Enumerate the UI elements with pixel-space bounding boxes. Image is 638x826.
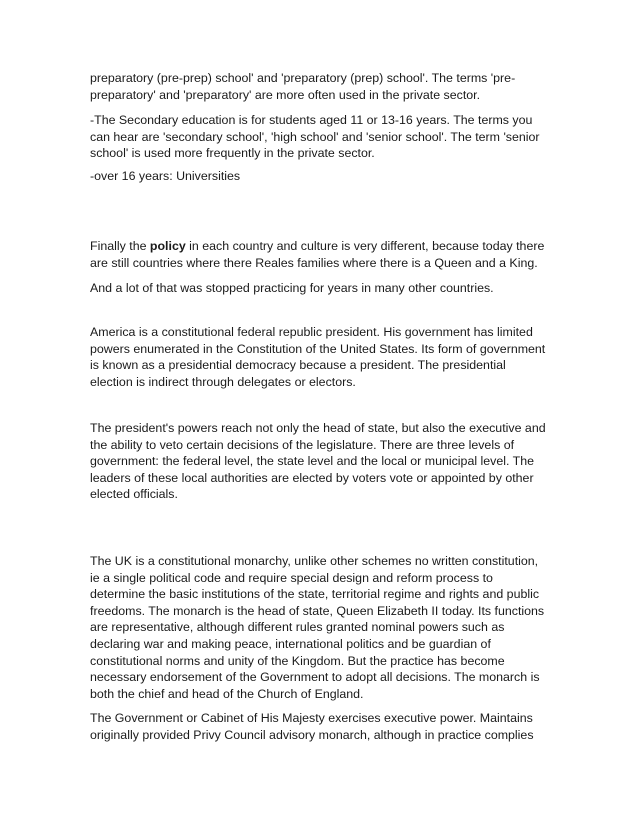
text-line: originally provided Privy Council advisory monarch, although in practice complies bbox=[90, 727, 534, 742]
text-line: freedoms. The monarch is the head of state, Queen Elizabeth II today. Its functions bbox=[90, 603, 545, 618]
text-line: ie a single political code and require special design and reform process to bbox=[90, 570, 493, 585]
text-line: preparatory' and 'preparatory' are more often used in the private sector. bbox=[90, 87, 481, 102]
text-line: government: the federal level, the state level and the local or municipal level. The bbox=[90, 454, 535, 469]
text-line: The president's powers reach not only the head of state, but also the executive and bbox=[90, 421, 546, 435]
paragraph-uk-monarchy bbox=[90, 553, 560, 702]
text-line: powers enumerated in the Constitution of the United States. Its form of government bbox=[90, 341, 546, 356]
text-line: -The Secondary education is for students aged 11 or 13-16 years. The terms you bbox=[90, 113, 533, 127]
text-line: -over 16 years: Universities bbox=[90, 169, 241, 183]
text-line: the ability to veto certain decisions of the legislature. There are three levels of bbox=[90, 437, 515, 452]
bold-term-policy: policy bbox=[149, 239, 186, 253]
text-line: The UK is a constitutional monarchy, unlike other schemes no written constitution, bbox=[90, 554, 539, 568]
text-line: both the chief and head of the Church of England. bbox=[90, 686, 364, 701]
text-fragment: in each country and culture is very different, because today there bbox=[185, 239, 545, 253]
paragraph-government-cabinet bbox=[90, 710, 560, 743]
text-line: determine the basic institutions of the state, territorial regime and rights and public bbox=[90, 587, 540, 602]
paragraph-stopped-practicing bbox=[90, 280, 560, 297]
paragraph-policy bbox=[90, 238, 560, 271]
text-line: can hear are 'secondary school', 'high school' and 'senior school'. The term 'senior bbox=[90, 129, 540, 144]
text-fragment: Finally the bbox=[90, 239, 150, 253]
text-line: is known as a presidential democracy because a president. The presidential bbox=[90, 358, 506, 373]
text-line: America is a constitutional federal republic president. His government has limited bbox=[90, 325, 533, 339]
text-line: constitutional norms and unity of the Kingdom. But the practice has become bbox=[90, 653, 505, 668]
text-line: necessary endorsement of the Government to adopt all decisions. The monarch is bbox=[90, 670, 540, 685]
paragraph-america bbox=[90, 324, 560, 390]
text-line: are still countries where there Reales families where there is a Queen and a King. bbox=[90, 255, 538, 270]
text-line: preparatory (pre-prep) school' and 'preparatory (prep) school'. The terms 'pre- bbox=[90, 71, 516, 85]
text-line: And a lot of that was stopped practicing for years in many other countries. bbox=[90, 281, 494, 295]
text-line: leaders of these local authorities are elected by voters vote or appointed by other bbox=[90, 470, 534, 485]
text-line: are representative, although different rules granted nominal powers such as bbox=[90, 620, 505, 635]
paragraph-president-powers bbox=[90, 420, 560, 503]
text-line: school' is used more frequently in the private sector. bbox=[90, 146, 375, 161]
paragraph-universities bbox=[90, 168, 560, 185]
text-line: elected officials. bbox=[90, 487, 178, 502]
paragraph-secondary-education bbox=[90, 112, 560, 162]
text-line: declaring war and making peace, international politics and be guardian of bbox=[90, 636, 491, 651]
text-line bbox=[90, 238, 560, 255]
text-line: The Government or Cabinet of His Majesty exercises executive power. Maintains bbox=[90, 711, 533, 725]
paragraph-preparatory-schools bbox=[90, 70, 560, 103]
text-line: election is indirect through delegates or electors. bbox=[90, 374, 356, 389]
